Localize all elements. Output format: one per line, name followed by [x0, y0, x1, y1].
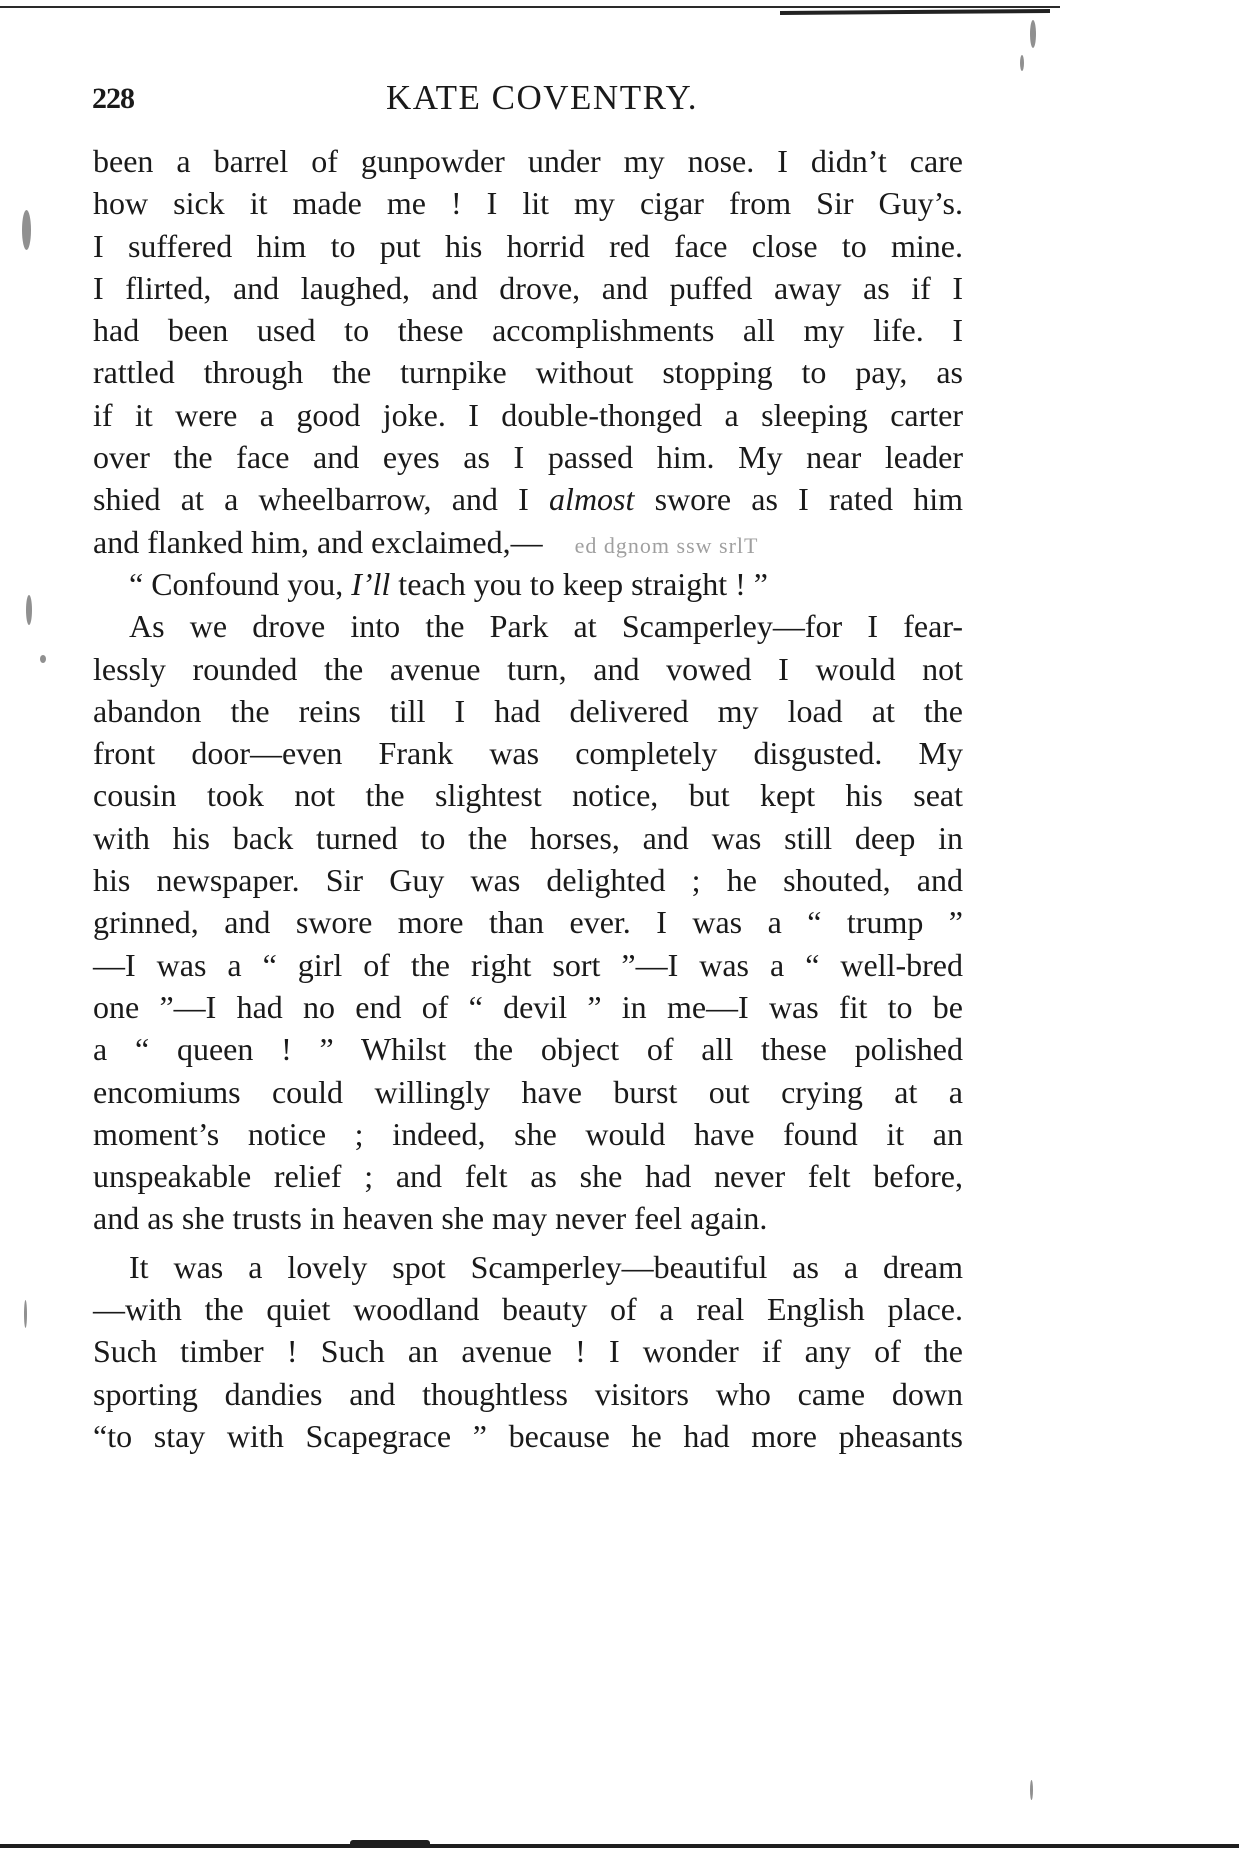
margin-speck — [24, 1300, 27, 1328]
bottom-rule-smudge — [350, 1840, 430, 1847]
text-line: It was a lovely spot Scamperley—beautiful as a dream — [129, 1248, 963, 1285]
page-header — [92, 78, 972, 126]
text-line: with his back turned to the horses, and was still deep in — [93, 819, 963, 856]
text-line — [93, 521, 963, 563]
text-line: had been used to these accomplishments all my life. I — [93, 312, 963, 349]
text-line: As we drove into the Park at Scamperley—for I fear- — [129, 608, 963, 645]
text-line: lessly rounded the avenue turn, and vowed I would not — [93, 650, 963, 687]
text-line: over the face and eyes as I passed him. My near leader — [93, 439, 963, 476]
text-line: Such timber ! Such an avenue ! I wonder if any of the — [93, 1333, 963, 1370]
margin-speck — [22, 210, 31, 250]
text-line: encomiums could willingly have burst out crying at a — [93, 1073, 963, 1110]
margin-speck — [1030, 1780, 1033, 1800]
running-title: KATE COVENTRY. — [385, 78, 699, 117]
text-line: if it were a good joke. I double-thonged a sleeping carter — [93, 396, 963, 433]
text-line: abandon the reins till I had delivered my load at the — [93, 692, 963, 729]
text-line: how sick it made me ! I lit my cigar from Sir Guy’s. — [93, 185, 963, 222]
text-line: unspeakable relief ; and felt as she had never felt before, — [93, 1158, 963, 1195]
top-rule-smudge — [780, 9, 1050, 15]
text-run: and flanked him, and exclaimed,— — [93, 523, 543, 560]
text-line — [93, 478, 963, 520]
text-line: rattled through the turnpike without stopping to pay, as — [93, 354, 963, 391]
margin-speck — [26, 595, 32, 625]
italic-word: I’ll — [351, 565, 391, 602]
bleed-through-text: ed dgnom ssw srlT — [574, 532, 759, 558]
text-line: grinned, and swore more than ever. I was a “ trump ” — [93, 904, 963, 941]
margin-speck — [1020, 55, 1024, 71]
body-text — [93, 140, 963, 1457]
text-line: front door—even Frank was completely disgusted. My — [93, 735, 963, 772]
text-run: swore as I rated him — [634, 481, 964, 518]
text-line: been a barrel of gunpowder under my nose. I didn’t care — [93, 143, 963, 179]
margin-speck — [40, 655, 46, 663]
text-line: his newspaper. Sir Guy was delighted ; he shouted, and — [93, 862, 963, 899]
text-line: —I was a “ girl of the right sort ”—I was a “ well-bred — [93, 946, 963, 983]
text-line: sporting dandies and thoughtless visitors who came down — [93, 1375, 963, 1412]
text-line: —with the quiet woodland beauty of a real English place. — [93, 1291, 963, 1328]
text-line: “to stay with Scapegrace ” because he had more pheasants — [93, 1417, 963, 1454]
text-line: one ”—I had no end of “ devil ” in me—I was fit to be — [93, 988, 963, 1025]
margin-speck — [1030, 20, 1036, 48]
text-line: I flirted, and laughed, and drove, and puffed away as if I — [93, 269, 963, 306]
page-number: 228 — [92, 82, 134, 115]
quote-line — [93, 563, 963, 605]
text-line: and as she trusts in heaven she may never feel again. — [93, 1200, 768, 1237]
text-line: moment’s notice ; indeed, she would have found it an — [93, 1115, 963, 1152]
text-run: “ Confound you, — [129, 565, 352, 602]
text-run: teach you to keep straight ! ” — [390, 565, 768, 602]
top-rule — [0, 6, 1060, 8]
text-line: cousin took not the slightest notice, but kept his seat — [93, 777, 963, 814]
text-line: a “ queen ! ” Whilst the object of all these polished — [93, 1031, 963, 1068]
text-run: shied at a wheelbarrow, and I — [93, 481, 550, 518]
bottom-rule — [0, 1844, 1239, 1848]
text-line: I suffered him to put his horrid red face close to mine. — [93, 227, 963, 264]
italic-word: almost — [549, 481, 635, 518]
